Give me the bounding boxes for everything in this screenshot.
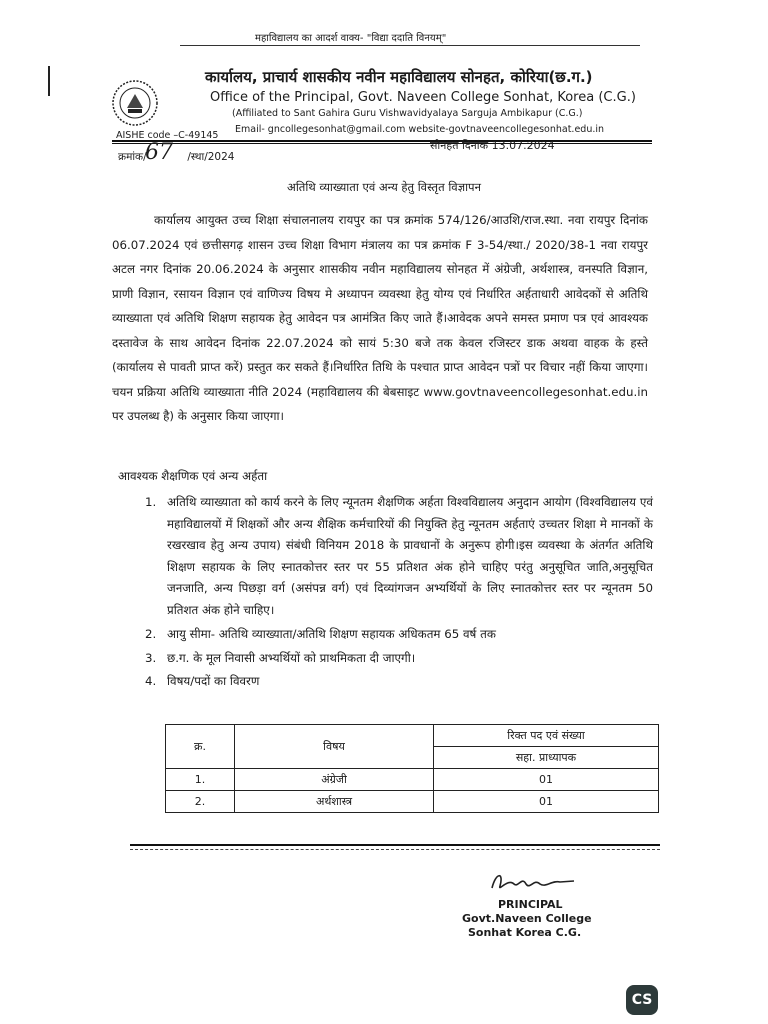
office-title-hindi: कार्यालय, प्राचार्य शासकीय नवीन महाविद्यालय सोनहत, कोरिया(छ.ग.) <box>205 68 593 86</box>
signatory-title: PRINCIPAL <box>498 898 563 911</box>
list-item <box>145 648 653 670</box>
aishe-code: AISHE code –C-49145 <box>116 130 219 141</box>
item-number: 1. <box>145 495 157 509</box>
list-item <box>145 492 653 621</box>
motto-underline <box>180 45 640 46</box>
cell-sn: 2. <box>166 791 235 813</box>
camscanner-badge: CS <box>626 985 658 1015</box>
item-number: 4. <box>145 674 157 688</box>
cell-subject: अंग्रेजी <box>235 769 434 791</box>
college-motto: महाविद्यालय का आदर्श वाक्य- "विद्या ददाति विनयम्" <box>255 33 447 44</box>
header-sn: क्र. <box>166 725 235 769</box>
item-text: अतिथि व्याख्याता को कार्य करने के लिए न्यूनतम शैक्षणिक अर्हता विश्वविद्यालय अनुदान आयोग (विश्वविद्यालय एवं महाविद्यालयों में शिक्षकों और अन्य शैक्षिक कर्मचारियों की नियुक्ति हेतु न्यूनतम अर्हताएं उच्चतर शिक्षा मे मानकों के रखरखाव हेतु अन्य उपाय) संबंधी विनियम 2018 के प्रावधानों के अनुरूप होगी।इस व्यवस्था के अंतर्गत अतिथि शिक्षण सहायक के लिए स्नातकोत्तर स्तर पर 55 प्रतिशत अंक होने चाहिए परंतु अनुसूचित जाति,अनुसूचित जनजाति, अन्य पिछड़ा वर्ग (असंपन्न वर्ग) एवं दिव्यांगजन अभ्यर्थियों के लिए स्नातकोत्तर स्तर पर न्यूनतम 50 प्रतिशत अंक होने चाहिए। <box>167 495 653 617</box>
signatory-college: Govt.Naveen College <box>462 912 592 925</box>
signatory-block <box>462 898 592 940</box>
cell-count: 01 <box>434 769 659 791</box>
cell-count: 01 <box>434 791 659 813</box>
office-title-english: Office of the Principal, Govt. Naveen College Sonhat, Korea (C.G.) <box>210 90 636 105</box>
header-rule-thin <box>112 143 652 144</box>
list-item <box>145 671 653 693</box>
table-header-row <box>166 725 659 747</box>
footer-rule-dashed <box>130 849 660 850</box>
contact-line: Email- gncollegesonhat@gmail.com website-govtnaveencollegesonhat.edu.in <box>235 124 605 135</box>
margin-mark <box>48 66 50 96</box>
body-paragraph: कार्यालय आयुक्त उच्च शिक्षा संचालनालय रायपुर का पत्र क्रमांक 574/126/आउशि/राज.स्था. नवा रायपुर दिनांक 06.07.2024 एवं छत्तीसगढ़ शासन उच्च शिक्षा विभाग मंत्रालय का पत्र क्रमांक F 3-54/स्था./ 2020/38-1 नवा रायपुर अटल नगर दिनांक 20.06.2024 के अनुसार शासकीय नवीन महाविद्यालय सोनहत में अंग्रेजी, अर्थशास्त्र, वनस्पति विज्ञान, प्राणी विज्ञान, रसायन विज्ञान एवं वाणिज्य विषय मे अध्यापन व्यवस्था हेतु योग्य एवं निर्धारित अर्हताधारी आवेदकों से अतिथि व्याख्याता एवं अतिथि शिक्षण सहायक हेतु आवेदन पत्र आमंत्रित किए जाते हैं।आवेदक अपने समस्त प्रमाण पत्र एवं आवश्यक दस्तावेज के साथ आवेदन दिनांक 22.07.2024 को सायं 5:30 बजे तक केवल रजिस्टर डाक अथवा वाहक के हस्ते (कार्यालय से पावती प्राप्त करें) प्रस्तुत कर सकते हैं।निर्धारित तिथि के पश्चात प्राप्त आवेदन पत्रों पर विचार नहीं किया जाएगा।चयन प्रक्रिया अतिथि व्याख्याता नीति 2024 (महाविद्यालय की बेबसाइट www.govtnaveencollegesonhat.edu.in पर उपलब्ध है) के अनुसार किया जाएगा। <box>112 213 648 423</box>
handwritten-number: 67 <box>145 140 173 165</box>
table-row <box>166 791 659 813</box>
principal-signature <box>488 868 578 896</box>
subject-heading: अतिथि व्याख्याता एवं अन्य हेतु विस्तृत विज्ञापन <box>287 180 481 194</box>
item-text: विषय/पदों का विवरण <box>167 674 260 688</box>
header-vacancy: रिक्त पद एवं संख्या <box>434 725 659 747</box>
item-text: आयु सीमा- अतिथि व्याख्याता/अतिथि शिक्षण सहायक अधिकतम 65 वर्ष तक <box>167 627 496 641</box>
affiliation-line: (Affiliated to Sant Gahira Guru Vishwavidyalaya Sarguja Ambikapur (C.G.) <box>232 108 583 119</box>
cell-sn: 1. <box>166 769 235 791</box>
item-number: 2. <box>145 627 157 641</box>
header-post: सहा. प्राध्यापक <box>434 747 659 769</box>
college-emblem-icon <box>110 78 160 128</box>
vacancy-table <box>165 724 659 813</box>
footer-rule <box>130 844 660 846</box>
header-rule <box>112 140 652 142</box>
header-subject: विषय <box>235 725 434 769</box>
item-text: छ.ग. के मूल निवासी अभ्यर्थियों को प्राथमिकता दी जाएगी। <box>167 650 416 665</box>
table-row <box>166 769 659 791</box>
reference-number <box>118 150 234 164</box>
letter-date: सोनहत दिनांक 13.07.2024 <box>430 139 555 152</box>
requirements-list <box>145 492 653 693</box>
item-number: 3. <box>145 650 157 665</box>
requirements-heading: आवश्यक शैक्षणिक एवं अन्य अर्हता <box>118 469 268 483</box>
list-item <box>145 624 653 646</box>
kramank-label: क्रमांक/ <box>118 151 147 163</box>
signatory-place: Sonhat Korea C.G. <box>468 926 582 939</box>
reference-suffix: /स्था/2024 <box>187 151 235 163</box>
cell-subject: अर्थशास्त्र <box>235 791 434 813</box>
